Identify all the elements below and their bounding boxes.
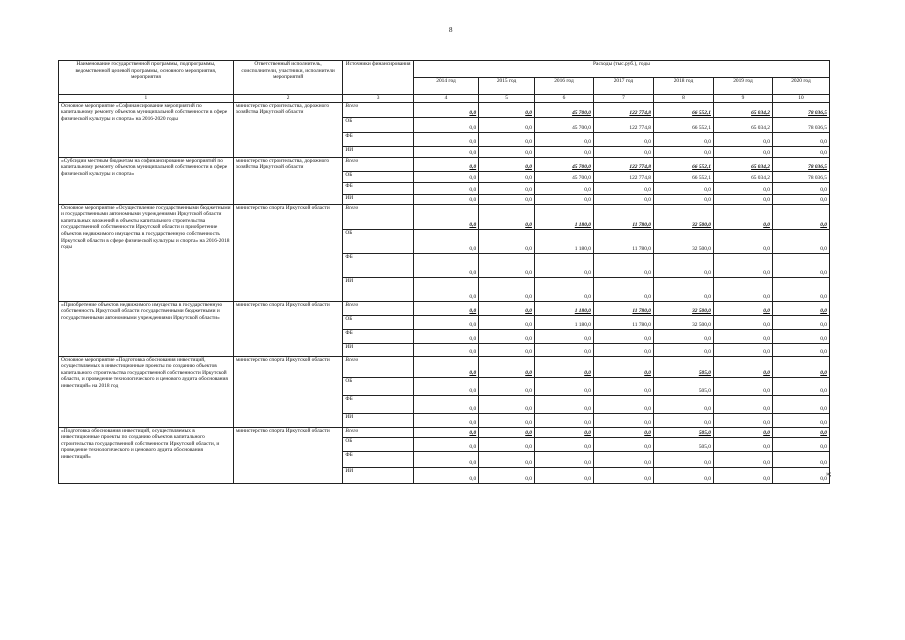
- amount-cell: 0,0: [413, 117, 478, 132]
- amount-cell: 0,0: [413, 229, 478, 253]
- amount-cell: 0,0: [413, 157, 478, 171]
- header-source: Источники финансирования: [343, 61, 414, 95]
- amount-cell: 0,0: [534, 467, 593, 483]
- amount-cell: 11 780,0: [593, 204, 653, 229]
- funding-source: ФБ: [343, 132, 414, 146]
- measure-name: Основное мероприятие «Осуществление государственными бюджетными и государственными автономными учреждениями Иркутской области капитальных вложений в объекты капитального строительства государственной собственности Иркутской области и приобретение объектов недвижимого имущества в государственную собственность Иркутской области в сфере физической культуры и спорта» на 2016-2018 годы: [59, 204, 234, 301]
- funding-source: Всего: [343, 204, 414, 229]
- amount-cell: 66 552,1: [653, 171, 713, 182]
- amount-cell: 0,0: [413, 427, 478, 437]
- amount-cell: 0,0: [413, 356, 478, 377]
- amount-cell: 0,0: [479, 157, 535, 171]
- year-header: 2019 год: [713, 78, 772, 95]
- amount-cell: 11 780,0: [593, 301, 653, 315]
- year-header: 2015 год: [479, 78, 535, 95]
- amount-cell: 505,0: [653, 437, 713, 451]
- amount-cell: 0,0: [713, 253, 772, 277]
- table-row: [59, 301, 830, 315]
- amount-cell: 0,0: [479, 253, 535, 277]
- column-number: 7: [593, 95, 653, 103]
- amount-cell: 0,0: [653, 146, 713, 157]
- amount-cell: 0,0: [413, 377, 478, 395]
- amount-cell: 0,0: [479, 204, 535, 229]
- amount-cell: 0,0: [593, 451, 653, 467]
- amount-cell: 0,0: [413, 102, 478, 117]
- amount-cell: 32 500,0: [653, 315, 713, 329]
- amount-cell: 0,0: [772, 395, 829, 413]
- amount-cell: 32 500,0: [653, 204, 713, 229]
- amount-cell: 0,0: [713, 437, 772, 451]
- amount-cell: 0,0: [413, 182, 478, 194]
- amount-cell: 0,0: [534, 277, 593, 301]
- amount-cell: 0,0: [772, 315, 829, 329]
- amount-cell: 45 700,0: [534, 102, 593, 117]
- measure-name: «Приобретение объектов недвижимого имущества в государственную собственность Иркутской области государственными бюджетными и государственными автономными учреждениями Иркутской области»: [59, 301, 234, 356]
- column-number: 10: [772, 95, 829, 103]
- amount-cell: 0,0: [653, 329, 713, 343]
- amount-cell: 0,0: [772, 204, 829, 229]
- funding-source: ОБ: [343, 377, 414, 395]
- amount-cell: 0,0: [534, 146, 593, 157]
- amount-cell: 0,0: [713, 204, 772, 229]
- table-body: [59, 102, 830, 483]
- amount-cell: 0,0: [653, 253, 713, 277]
- column-number: 6: [534, 95, 593, 103]
- amount-cell: 0,0: [772, 132, 829, 146]
- year-header: 2020 год: [772, 78, 829, 95]
- amount-cell: 78 036,5: [772, 102, 829, 117]
- amount-cell: 0,0: [479, 171, 535, 182]
- amount-cell: 505,0: [653, 427, 713, 437]
- amount-cell: 0,0: [479, 437, 535, 451]
- amount-cell: 0,0: [593, 343, 653, 356]
- amount-cell: 0,0: [413, 194, 478, 204]
- amount-cell: 0,0: [653, 194, 713, 204]
- amount-cell: 0,0: [653, 343, 713, 356]
- year-header: 2016 год: [534, 78, 593, 95]
- amount-cell: 0,0: [713, 277, 772, 301]
- amount-cell: 0,0: [413, 343, 478, 356]
- amount-cell: 0,0: [713, 395, 772, 413]
- amount-cell: 0,0: [593, 277, 653, 301]
- amount-cell: 122 774,8: [593, 102, 653, 117]
- amount-cell: 0,0: [593, 182, 653, 194]
- amount-cell: 0,0: [479, 427, 535, 437]
- amount-cell: 0,0: [593, 437, 653, 451]
- amount-cell: 0,0: [653, 413, 713, 427]
- funding-source: Всего: [343, 427, 414, 437]
- amount-cell: 0,0: [413, 451, 478, 467]
- trailing-mark: »;: [826, 470, 832, 478]
- column-number: 2: [233, 95, 343, 103]
- amount-cell: 505,0: [653, 377, 713, 395]
- amount-cell: 0,0: [479, 343, 535, 356]
- measure-name: Основное мероприятие «Софинансирование мероприятий по капитальному ремонту объектов муниципальной собственности в сфере физической культуры и спорта» на 2016-2020 годы: [59, 102, 234, 157]
- column-number: 9: [713, 95, 772, 103]
- year-header: 2017 год: [593, 78, 653, 95]
- amount-cell: 0,0: [593, 377, 653, 395]
- amount-cell: 0,0: [713, 146, 772, 157]
- amount-cell: 0,0: [653, 277, 713, 301]
- amount-cell: 0,0: [413, 395, 478, 413]
- amount-cell: 0,0: [772, 377, 829, 395]
- responsible-executor: министерство спорта Иркутской области: [233, 301, 343, 356]
- header-expenses: Расходы (тыс.руб.), годы: [413, 61, 829, 78]
- amount-cell: 0,0: [772, 329, 829, 343]
- amount-cell: 0,0: [593, 356, 653, 377]
- amount-cell: 0,0: [713, 132, 772, 146]
- amount-cell: 0,0: [713, 377, 772, 395]
- amount-cell: 122 774,8: [593, 157, 653, 171]
- amount-cell: 0,0: [593, 413, 653, 427]
- amount-cell: 11 780,0: [593, 315, 653, 329]
- amount-cell: 0,0: [479, 377, 535, 395]
- table-row: [59, 157, 830, 171]
- amount-cell: 0,0: [534, 427, 593, 437]
- funding-source: ФБ: [343, 253, 414, 277]
- amount-cell: 65 034,2: [713, 117, 772, 132]
- column-number: 4: [413, 95, 478, 103]
- amount-cell: 0,0: [479, 102, 535, 117]
- amount-cell: 78 036,5: [772, 171, 829, 182]
- amount-cell: 0,0: [772, 413, 829, 427]
- amount-cell: 65 034,2: [713, 102, 772, 117]
- amount-cell: 0,0: [653, 395, 713, 413]
- amount-cell: 0,0: [534, 451, 593, 467]
- amount-cell: 0,0: [413, 204, 478, 229]
- funding-source: ИИ: [343, 413, 414, 427]
- amount-cell: 0,0: [534, 194, 593, 204]
- amount-cell: 0,0: [593, 329, 653, 343]
- amount-cell: 0,0: [593, 146, 653, 157]
- amount-cell: 0,0: [653, 132, 713, 146]
- responsible-executor: министерство спорта Иркутской области: [233, 204, 343, 301]
- table-header: [59, 61, 830, 103]
- budget-table: [58, 60, 830, 484]
- funding-source: Всего: [343, 102, 414, 117]
- amount-cell: 32 500,0: [653, 229, 713, 253]
- amount-cell: 0,0: [593, 253, 653, 277]
- amount-cell: 0,0: [534, 395, 593, 413]
- funding-source: ОБ: [343, 437, 414, 451]
- amount-cell: 0,0: [713, 182, 772, 194]
- amount-cell: 11 780,0: [593, 229, 653, 253]
- measure-name: «Субсидии местным бюджетам на софинансирование мероприятий по капитальному ремонту объектов муниципальной собственности в сфере физической культуры и спорта»: [59, 157, 234, 204]
- amount-cell: 0,0: [772, 194, 829, 204]
- amount-cell: 65 034,2: [713, 171, 772, 182]
- funding-source: ИИ: [343, 146, 414, 157]
- amount-cell: 0,0: [413, 315, 478, 329]
- amount-cell: 0,0: [772, 277, 829, 301]
- amount-cell: 1 180,0: [534, 301, 593, 315]
- amount-cell: 0,0: [593, 467, 653, 483]
- amount-cell: 0,0: [534, 343, 593, 356]
- column-number: 3: [343, 95, 414, 103]
- amount-cell: 1 180,0: [534, 229, 593, 253]
- amount-cell: 0,0: [534, 182, 593, 194]
- amount-cell: 0,0: [479, 301, 535, 315]
- amount-cell: 0,0: [479, 413, 535, 427]
- amount-cell: 0,0: [413, 132, 478, 146]
- amount-cell: 0,0: [772, 437, 829, 451]
- amount-cell: 45 700,0: [534, 117, 593, 132]
- amount-cell: 78 036,5: [772, 157, 829, 171]
- amount-cell: 1 180,0: [534, 315, 593, 329]
- amount-cell: 0,0: [413, 277, 478, 301]
- amount-cell: 0,0: [479, 356, 535, 377]
- amount-cell: 0,0: [534, 356, 593, 377]
- amount-cell: 0,0: [772, 301, 829, 315]
- funding-source: ИИ: [343, 277, 414, 301]
- amount-cell: 0,0: [593, 194, 653, 204]
- funding-source: ФБ: [343, 182, 414, 194]
- amount-cell: 0,0: [413, 146, 478, 157]
- amount-cell: 0,0: [772, 253, 829, 277]
- amount-cell: 0,0: [653, 451, 713, 467]
- header-responsible: Ответственный исполнитель, соисполнители, участники, исполнители мероприятий: [233, 61, 343, 95]
- amount-cell: 0,0: [479, 182, 535, 194]
- amount-cell: 0,0: [479, 229, 535, 253]
- table-row: [59, 102, 830, 117]
- funding-source: ФБ: [343, 329, 414, 343]
- amount-cell: 1 180,0: [534, 204, 593, 229]
- amount-cell: 0,0: [413, 437, 478, 451]
- amount-cell: 0,0: [713, 451, 772, 467]
- table-row: [59, 204, 830, 229]
- amount-cell: 0,0: [713, 329, 772, 343]
- amount-cell: 0,0: [479, 132, 535, 146]
- amount-cell: 0,0: [713, 356, 772, 377]
- amount-cell: 0,0: [534, 413, 593, 427]
- column-number: 5: [479, 95, 535, 103]
- amount-cell: 0,0: [593, 132, 653, 146]
- amount-cell: 505,0: [653, 356, 713, 377]
- amount-cell: 0,0: [713, 301, 772, 315]
- amount-cell: 0,0: [479, 146, 535, 157]
- measure-name: «Подготовка обоснования инвестиций, осуществляемых в инвестиционные проекты по созданию объектов капитального строительства государственной собственности Иркутской области, и проведение технологического и ценового аудита обоснования инвестиций»: [59, 427, 234, 483]
- year-header: 2014 год: [413, 78, 478, 95]
- table-row: [59, 356, 830, 377]
- amount-cell: 0,0: [479, 315, 535, 329]
- amount-cell: 0,0: [479, 277, 535, 301]
- amount-cell: 0,0: [413, 467, 478, 483]
- amount-cell: 0,0: [772, 229, 829, 253]
- responsible-executor: министерство строительства, дорожного хозяйства Иркутской области: [233, 157, 343, 204]
- amount-cell: 0,0: [413, 171, 478, 182]
- amount-cell: 0,0: [534, 132, 593, 146]
- funding-source: ОБ: [343, 117, 414, 132]
- amount-cell: 0,0: [479, 117, 535, 132]
- funding-source: Всего: [343, 157, 414, 171]
- table-row: [59, 427, 830, 437]
- amount-cell: 0,0: [772, 451, 829, 467]
- amount-cell: 0,0: [713, 427, 772, 437]
- amount-cell: 0,0: [593, 395, 653, 413]
- amount-cell: 0,0: [713, 315, 772, 329]
- amount-cell: 0,0: [772, 343, 829, 356]
- measure-name: Основное мероприятие «Подготовка обоснования инвестиций, осуществляемых в инвестиционные проекты по созданию объектов капитального строительства государственной собственности Иркутской области, и проведение технологического и ценового аудита обоснования инвестиций» на 2018 год: [59, 356, 234, 427]
- funding-source: Всего: [343, 356, 414, 377]
- amount-cell: 0,0: [713, 229, 772, 253]
- amount-cell: 0,0: [413, 329, 478, 343]
- funding-source: ИИ: [343, 467, 414, 483]
- column-number: 1: [59, 95, 234, 103]
- responsible-executor: министерство спорта Иркутской области: [233, 356, 343, 427]
- amount-cell: 0,0: [479, 395, 535, 413]
- funding-source: ОБ: [343, 171, 414, 182]
- amount-cell: 0,0: [772, 146, 829, 157]
- amount-cell: 0,0: [479, 329, 535, 343]
- amount-cell: 66 552,1: [653, 117, 713, 132]
- amount-cell: 122 774,8: [593, 171, 653, 182]
- amount-cell: 0,0: [534, 253, 593, 277]
- amount-cell: 0,0: [413, 413, 478, 427]
- amount-cell: 0,0: [534, 377, 593, 395]
- amount-cell: 0,0: [713, 413, 772, 427]
- amount-cell: 45 700,0: [534, 157, 593, 171]
- amount-cell: 66 552,1: [653, 157, 713, 171]
- funding-source: ИИ: [343, 343, 414, 356]
- amount-cell: 0,0: [534, 329, 593, 343]
- amount-cell: 0,0: [593, 427, 653, 437]
- amount-cell: 0,0: [479, 467, 535, 483]
- funding-source: Всего: [343, 301, 414, 315]
- amount-cell: 65 034,2: [713, 157, 772, 171]
- funding-source: ОБ: [343, 315, 414, 329]
- amount-cell: 0,0: [653, 182, 713, 194]
- amount-cell: 0,0: [772, 182, 829, 194]
- amount-cell: 0,0: [479, 451, 535, 467]
- amount-cell: 0,0: [413, 253, 478, 277]
- amount-cell: 0,0: [653, 467, 713, 483]
- header-name: Наименование государственной программы, подпрограммы, ведомственной целевой программы, основного мероприятия, мероприятия: [59, 61, 234, 95]
- amount-cell: 0,0: [413, 301, 478, 315]
- funding-source: ФБ: [343, 395, 414, 413]
- funding-source: ИИ: [343, 194, 414, 204]
- funding-source: ОБ: [343, 229, 414, 253]
- amount-cell: 32 500,0: [653, 301, 713, 315]
- responsible-executor: министерство строительства, дорожного хозяйства Иркутской области: [233, 102, 343, 157]
- amount-cell: 122 774,8: [593, 117, 653, 132]
- year-header: 2018 год: [653, 78, 713, 95]
- amount-cell: 66 552,1: [653, 102, 713, 117]
- amount-cell: 0,0: [772, 427, 829, 437]
- column-number: 8: [653, 95, 713, 103]
- amount-cell: 0,0: [534, 437, 593, 451]
- amount-cell: 0,0: [713, 194, 772, 204]
- amount-cell: 0,0: [713, 467, 772, 483]
- amount-cell: 0,0: [772, 467, 829, 483]
- amount-cell: 0,0: [772, 356, 829, 377]
- amount-cell: 78 036,5: [772, 117, 829, 132]
- amount-cell: 0,0: [479, 194, 535, 204]
- responsible-executor: министерство спорта Иркутской области: [233, 427, 343, 483]
- funding-source: ФБ: [343, 451, 414, 467]
- amount-cell: 45 700,0: [534, 171, 593, 182]
- page-number: 8: [449, 26, 453, 34]
- amount-cell: 0,0: [713, 343, 772, 356]
